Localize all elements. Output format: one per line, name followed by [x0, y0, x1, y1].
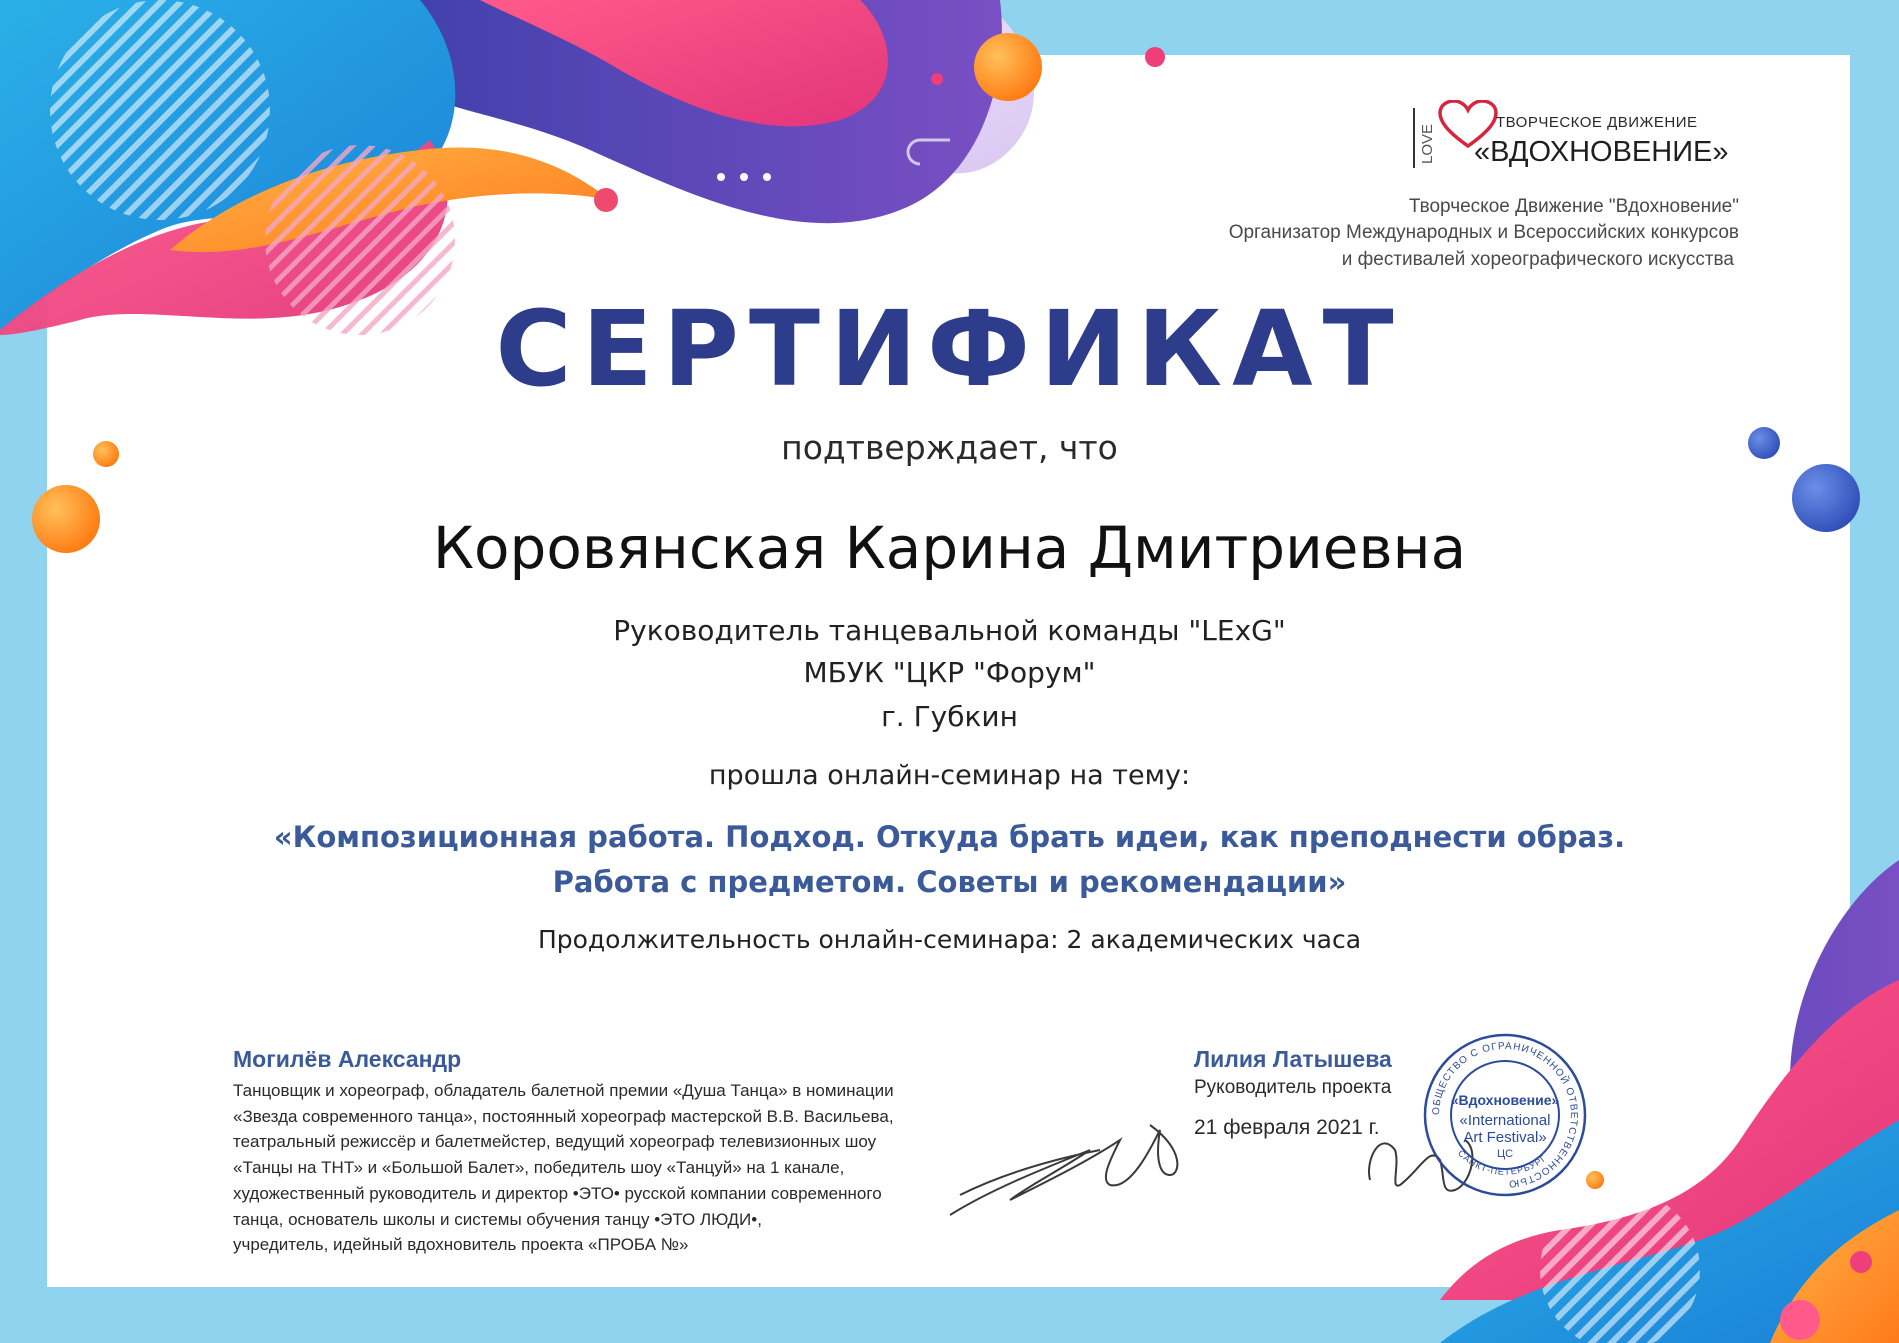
topic-line2: Работа с предметом. Советы и рекомендации»	[552, 865, 1347, 899]
recipient-organization: МБУК "ЦКР "Форум"	[803, 656, 1096, 689]
signatory-right-role: Руководитель проекта	[1194, 1077, 1392, 1098]
signatory-right-name: Лилия Латышева	[1194, 1046, 1392, 1072]
official-stamp	[1420, 1030, 1590, 1200]
description-line: театральный режиссёр и балетмейстер, ведущий хореограф телевизионных шоу	[233, 1132, 877, 1152]
duration-text: Продолжительность онлайн-семинара: 2 академических часа	[537, 925, 1362, 954]
stamp-center-label: «Вдохновение»	[1450, 1092, 1560, 1108]
description-line: «Танцы на ТНТ» и «Большой Балет», победитель шоу «Танцуй» на 1 канале,	[233, 1158, 845, 1178]
organizer-line1: Творческое Движение "Вдохновение"	[1408, 196, 1739, 217]
confirms-text: подтверждает, что	[781, 428, 1118, 467]
dot-pink-br2	[1780, 1300, 1820, 1340]
description-line: Танцовщик и хореограф, обладатель балетной премии «Душа Танца» в номинации	[233, 1081, 894, 1100]
dot-pink-mid	[594, 188, 618, 212]
logo-line1: ТВОРЧЕСКОЕ ДВИЖЕНИЕ	[1496, 114, 1698, 131]
svg-text:LOVE: LOVE	[1419, 123, 1436, 164]
issue-date: 21 февраля 2021 г.	[1194, 1116, 1380, 1139]
passed-text: прошла онлайн-семинар на тему:	[708, 760, 1191, 791]
dot-pink-br	[1850, 1251, 1872, 1273]
recipient-role: Руководитель танцевальной команды "LExG"	[613, 614, 1286, 647]
organizer-logo	[1408, 100, 1748, 180]
topic-line1: «Композиционная работа. Подход. Откуда брать идеи, как преподнести образ.	[273, 820, 1626, 854]
stamp-bottom-text: САНКТ-ПЕТЕРБУРГ	[1456, 1148, 1549, 1177]
stamp-center-line2: «International	[1459, 1112, 1551, 1129]
description-line: учредитель, идейный вдохновитель проекта «ПРОБА №»	[233, 1235, 689, 1255]
striped-circle-left	[50, 0, 270, 220]
recipient-name: Коровянская Карина Дмитриевна	[432, 514, 1467, 582]
dot-pink-small	[931, 73, 943, 85]
stamp-ring-text: ОБЩЕСТВО С ОГРАНИЧЕННОЙ ОТВЕТСТВЕННОСТЬЮ	[1430, 1040, 1580, 1190]
dot-orange-top	[974, 33, 1042, 101]
description-line: танца, основатель школы и системы обучения танцу •ЭТО ЛЮДИ•,	[233, 1209, 762, 1229]
organizer-line2: Организатор Международных и Всероссийских конкурсов	[1228, 222, 1739, 243]
striped-circle-br	[1540, 1190, 1700, 1343]
logo-line2: «ВДОХНОВЕНИЕ»	[1474, 136, 1729, 168]
certificate-title: СЕРТИФИКАТ	[495, 288, 1404, 410]
signatory-left-name: Могилёв Александр	[233, 1046, 462, 1072]
stamp-center-line4: ЦС	[1496, 1148, 1514, 1160]
description-line: художественный руководитель и директор •ЭТО• русской компании современного	[233, 1183, 882, 1203]
stamp-center-line3: Art Festival»	[1463, 1129, 1547, 1146]
signatory-left-description	[233, 1078, 953, 1258]
dot-pink-top	[1145, 47, 1165, 67]
description-line: «Звезда современного танца», постоянный хореограф мастерской В.В. Васильева,	[233, 1106, 894, 1126]
organizer-line3: и фестивалей хореографического искусства	[1341, 249, 1734, 270]
recipient-city: г. Губкин	[881, 700, 1018, 733]
signature-left	[950, 1125, 1177, 1215]
